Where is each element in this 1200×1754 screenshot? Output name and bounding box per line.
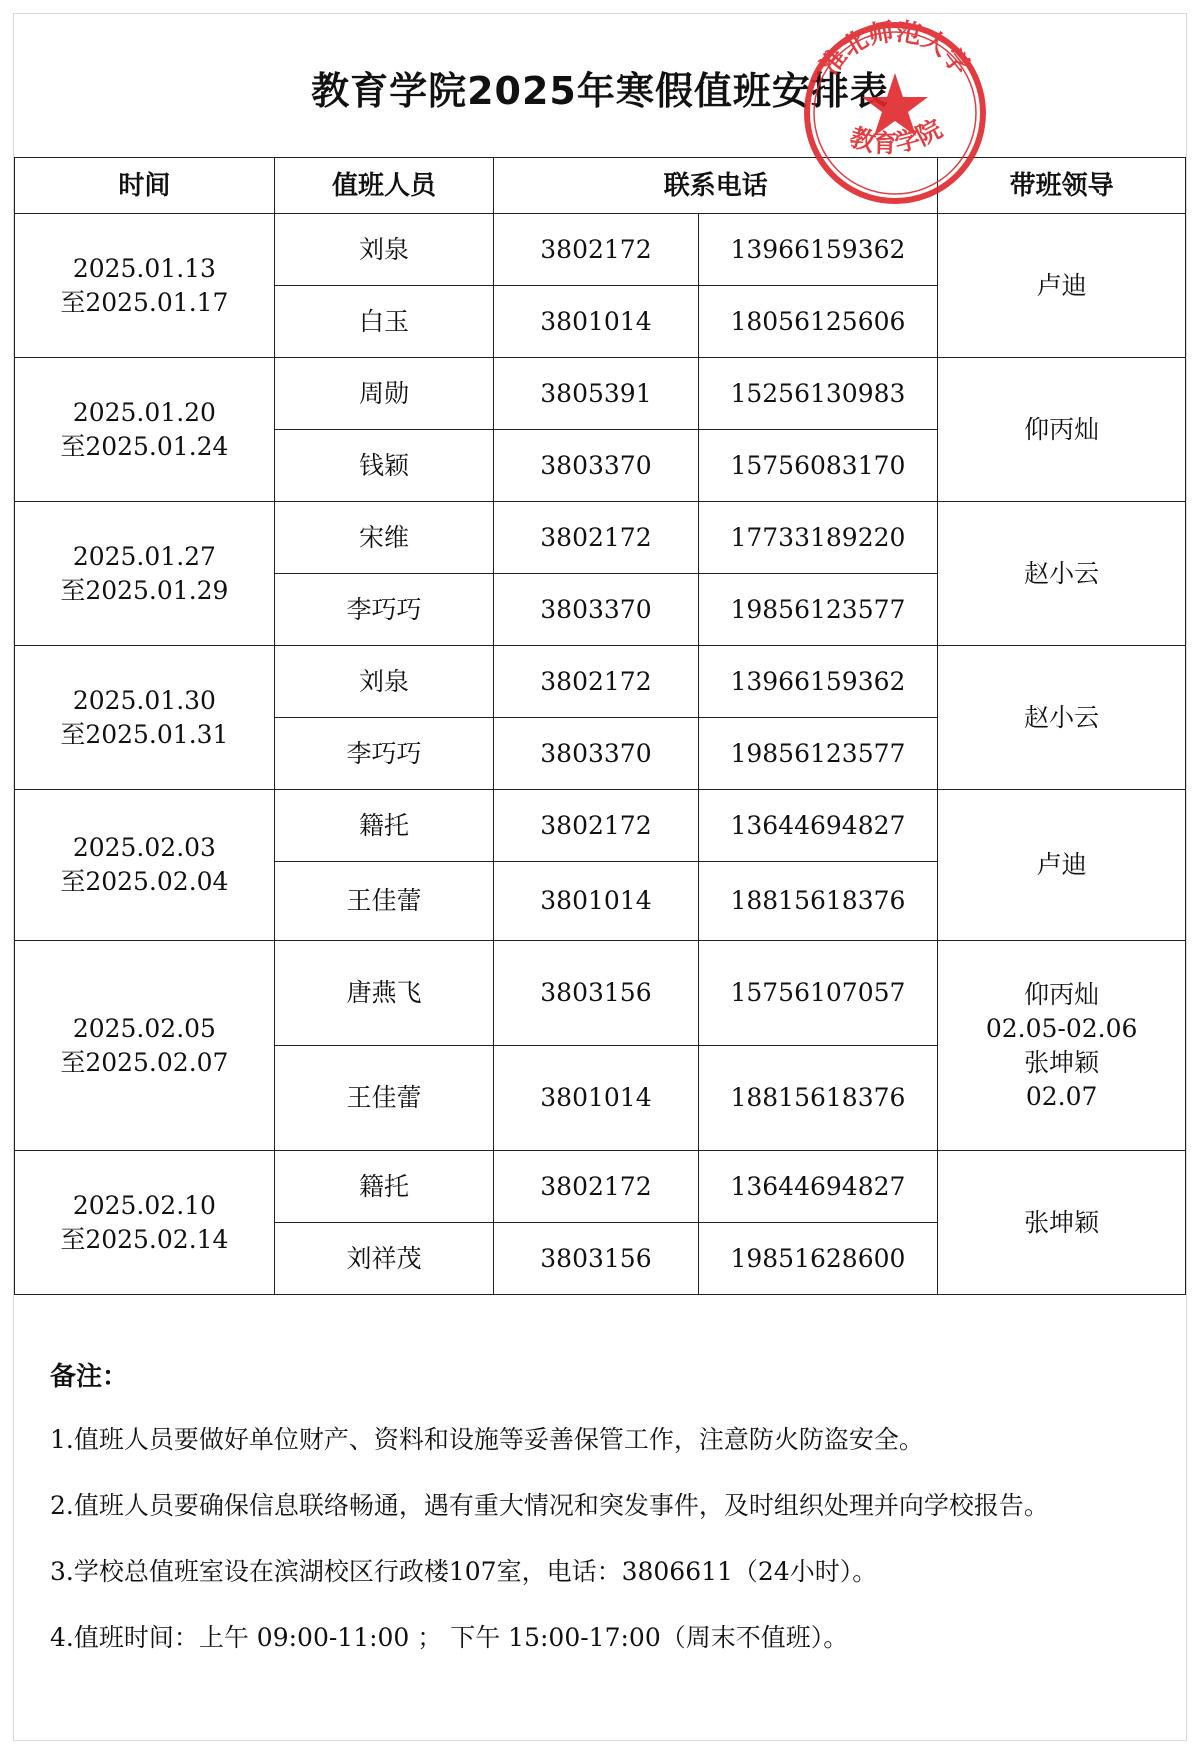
leader-cell (938, 358, 1186, 502)
table-row (15, 1151, 1186, 1223)
mobile-phone-cell: 15256130983 (698, 358, 938, 430)
date-end: 至2025.02.04 (60, 867, 229, 896)
leader-line: 02.05-02.06 (985, 1013, 1138, 1043)
leader-cell (938, 790, 1186, 941)
leader-cell (938, 646, 1186, 790)
office-phone-cell: 3803370 (494, 430, 698, 502)
office-phone-cell: 3803370 (494, 718, 698, 790)
staff-name-cell: 籍托 (274, 1151, 493, 1223)
date-start: 2025.01.27 (72, 541, 216, 571)
leader-line: 卢迪 (1036, 270, 1087, 300)
office-phone-cell: 3802172 (494, 1151, 698, 1223)
date-start: 2025.02.10 (72, 1190, 216, 1220)
mobile-phone-cell: 18056125606 (698, 286, 938, 358)
table-row (15, 214, 1186, 286)
date-range-cell (15, 502, 275, 646)
table-row (15, 646, 1186, 718)
leader-line: 仰丙灿 (1024, 414, 1100, 444)
header-leader: 带班领导 (938, 158, 1186, 214)
leader-cell (938, 941, 1186, 1151)
notes-title: 备注： (50, 1362, 129, 1392)
date-end: 至2025.01.31 (60, 719, 229, 749)
staff-name-cell: 周勋 (274, 358, 493, 430)
leader-line: 张坤颖 (1024, 1047, 1100, 1077)
note-item: 2.值班人员要确保信息联络畅通，遇有重大情况和突发事件，及时组织处理并向学校报告。 (50, 1491, 1049, 1520)
mobile-phone-cell: 13966159362 (698, 646, 938, 718)
date-end: 至2025.02.07 (60, 1047, 229, 1077)
mobile-phone-cell: 18815618376 (698, 862, 938, 941)
date-end: 至2025.01.24 (60, 431, 229, 461)
mobile-phone-cell: 13644694827 (698, 790, 938, 862)
office-phone-cell: 3803370 (494, 574, 698, 646)
date-start: 2025.02.05 (72, 1013, 216, 1043)
header-phone: 联系电话 (494, 158, 938, 214)
mobile-phone-cell: 18815618376 (698, 1046, 938, 1151)
date-end: 至2025.01.29 (60, 575, 229, 605)
staff-name-cell: 王佳蕾 (274, 862, 493, 941)
staff-name-cell: 王佳蕾 (274, 1046, 493, 1151)
seal-text-top: 淮北师范大学 (814, 16, 976, 81)
mobile-phone-cell: 15756107057 (698, 941, 938, 1046)
date-range-cell (15, 358, 275, 502)
office-phone-cell: 3802172 (494, 214, 698, 286)
mobile-phone-cell: 19856123577 (698, 574, 938, 646)
office-phone-cell: 3803156 (494, 941, 698, 1046)
office-phone-cell: 3801014 (494, 286, 698, 358)
header-staff: 值班人员 (274, 158, 493, 214)
date-start: 2025.01.20 (72, 397, 216, 427)
date-range-cell (15, 214, 275, 358)
office-phone-cell: 3801014 (494, 862, 698, 941)
mobile-phone-cell: 19851628600 (698, 1223, 938, 1295)
mobile-phone-cell: 15756083170 (698, 430, 938, 502)
staff-name-cell: 钱颖 (274, 430, 493, 502)
note-item: 4.值班时间：上午 09:00-11:00 ； 下午 15:00-17:00（周末不值班）。 (50, 1623, 849, 1652)
mobile-phone-cell: 13644694827 (698, 1151, 938, 1223)
date-start: 2025.02.03 (72, 833, 216, 862)
leader-line: 赵小云 (1024, 558, 1100, 588)
note-item: 3.学校总值班室设在滨湖校区行政楼107室，电话：3806611（24小时）。 (50, 1557, 878, 1586)
leader-line: 仰丙灿 (1024, 979, 1100, 1009)
staff-name-cell: 刘祥茂 (274, 1223, 493, 1295)
office-phone-cell: 3801014 (494, 1046, 698, 1151)
leader-line: 赵小云 (1024, 702, 1100, 732)
duty-roster-table (14, 157, 1186, 1295)
staff-name-cell: 唐燕飞 (274, 941, 493, 1046)
staff-name-cell: 李巧巧 (274, 718, 493, 790)
leader-line: 卢迪 (1036, 850, 1087, 879)
date-start: 2025.01.13 (72, 253, 216, 283)
staff-name-cell: 李巧巧 (274, 574, 493, 646)
leader-line: 02.07 (1025, 1081, 1098, 1111)
header-time: 时间 (15, 158, 275, 214)
page-title: 教育学院2025年寒假值班安排表 (311, 69, 889, 113)
leader-cell (938, 214, 1186, 358)
staff-name-cell: 刘泉 (274, 214, 493, 286)
date-start: 2025.01.30 (72, 685, 216, 715)
leader-cell (938, 1151, 1186, 1295)
mobile-phone-cell: 17733189220 (698, 502, 938, 574)
office-phone-cell: 3805391 (494, 358, 698, 430)
date-range-cell (15, 790, 275, 941)
date-end: 至2025.01.17 (60, 287, 229, 317)
table-row (15, 941, 1186, 1046)
office-phone-cell: 3802172 (494, 646, 698, 718)
table-row (15, 358, 1186, 430)
table-header-row (15, 158, 1186, 214)
roster-body (15, 214, 1186, 1295)
date-range-cell (15, 1151, 275, 1295)
official-seal (795, 15, 995, 210)
office-phone-cell: 3803156 (494, 1223, 698, 1295)
seal-text-bottom: 教育学院 (846, 113, 947, 159)
date-range-cell (15, 646, 275, 790)
date-range-cell (15, 941, 275, 1151)
office-phone-cell: 3802172 (494, 502, 698, 574)
leader-line: 张坤颖 (1024, 1207, 1100, 1237)
mobile-phone-cell: 19856123577 (698, 718, 938, 790)
leader-cell (938, 502, 1186, 646)
note-item: 1.值班人员要做好单位财产、资料和设施等妥善保管工作，注意防火防盗安全。 (50, 1425, 924, 1454)
table-row (15, 790, 1186, 862)
office-phone-cell: 3802172 (494, 790, 698, 862)
date-end: 至2025.02.14 (60, 1224, 229, 1254)
staff-name-cell: 宋维 (274, 502, 493, 574)
notes-section (50, 1356, 1160, 1687)
staff-name-cell: 刘泉 (274, 646, 493, 718)
staff-name-cell: 白玉 (274, 286, 493, 358)
staff-name-cell: 籍托 (274, 790, 493, 862)
table-row (15, 502, 1186, 574)
mobile-phone-cell: 13966159362 (698, 214, 938, 286)
